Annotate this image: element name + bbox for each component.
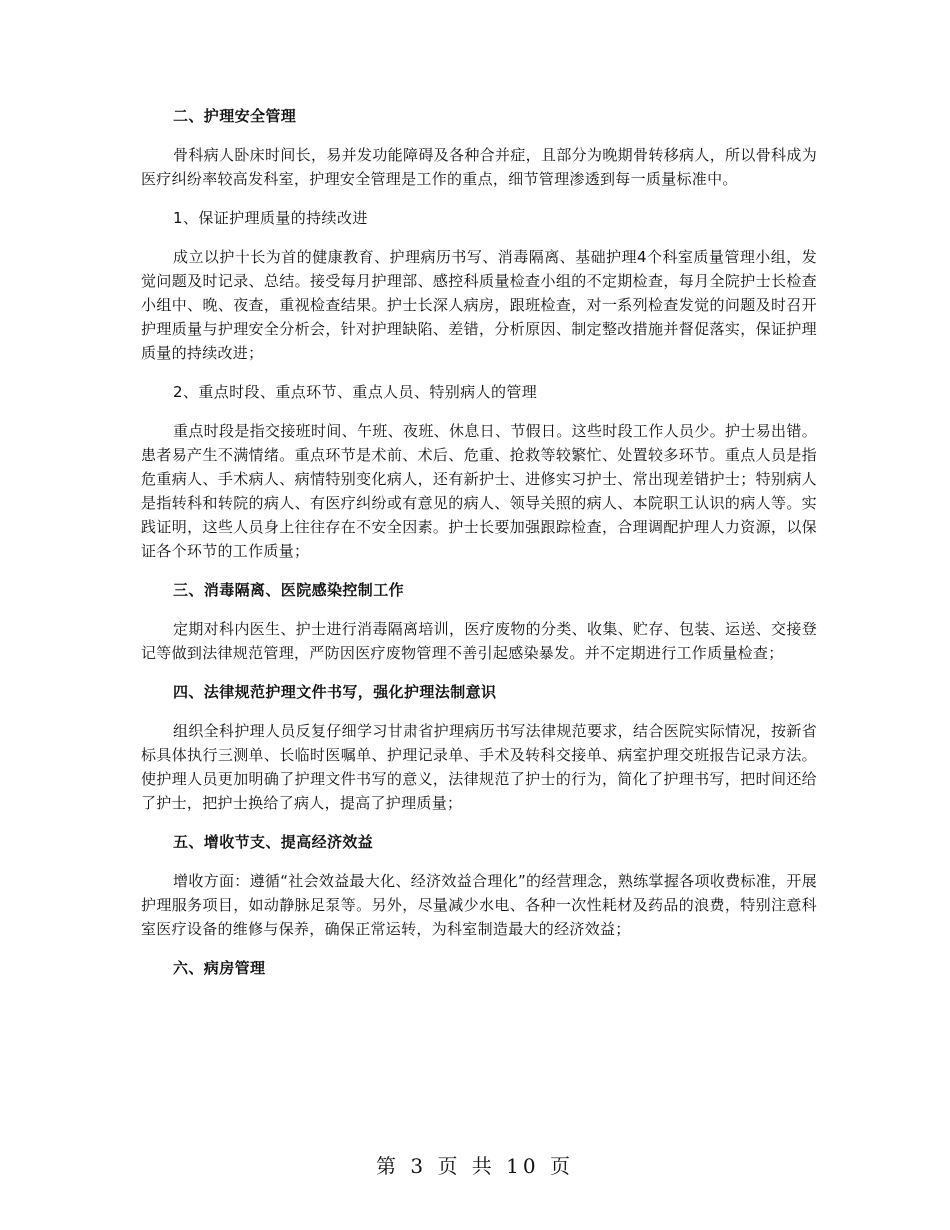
subsection-paragraph-2-2: 重点时段是指交接班时间、午班、夜班、休息日、节假日。这些时段工作人员少。护士易出错。患者易产生不满情绪。重点环节是术前、术后、危重、抢救等较繁忙、处置较多环节。重点人员是指危重病人、手术病人、病情特别变化病人，还有新护士、进修实习护士、常出现差错护士；特别病人是指转科和转院的病人、有医疗纠纷或有意见的病人、领导关照的病人、本院职工认识的病人等。实践证明，这些人员身上往往存在不安全因素。护士长要加强跟踪检查，合理调配护理人力资源，以保证各个环节的工作质量；: [141, 422, 817, 560]
section-heading-6: 六、病房管理: [173, 959, 266, 977]
subsection-heading-2-2: 2、重点时段、重点环节、重点人员、特别病人的管理: [173, 383, 538, 401]
page-number-footer: 第 3 页 共 10 页: [376, 1154, 574, 1178]
section-paragraph-3: 定期对科内医生、护士进行消毒隔离培训，医疗废物的分类、收集、贮存、包装、运送、交接登记等做到法律规范管理，严防因医疗废物管理不善引起感染暴发。并不定期进行工作质量检查；: [141, 620, 817, 662]
section-heading-3: 三、消毒隔离、医院感染控制工作: [173, 581, 405, 599]
subsection-heading-2-1: 1、保证护理质量的持续改进: [173, 209, 368, 227]
section-heading-4: 四、法律规范护理文件书写，强化护理法制意识: [173, 683, 497, 701]
subsection-paragraph-2-1: 成立以护十长为首的健康教育、护理病历书写、消毒隔离、基础护理4个科室质量管理小组，发觉问题及时记录、总结。接受每月护理部、感控科质量检查小组的不定期检查，每月全院护士长检查小组中、晚、夜查，重视检查结果。护士长深人病房，跟班检查，对一系列检查发觉的问题及时召开护理质量与护理安全分析会，针对护理缺陷、差错，分析原因、制定整改措施并督促落实，保证护理质量的持续改进；: [141, 248, 817, 362]
section-paragraph-2: 骨科病人卧床时间长，易并发功能障碍及各种合并症，且部分为晚期骨转移病人，所以骨科成为医疗纠纷率较高发科室，护理安全管理是工作的重点，细节管理渗透到每一质量标准中。: [141, 146, 817, 188]
section-heading-2: 二、护理安全管理: [173, 107, 297, 125]
document-body: [141, 104, 817, 995]
section-heading-5: 五、增收节支、提高经济效益: [173, 833, 374, 851]
section-paragraph-5: 增收方面：遵循“社会效益最大化、经济效益合理化”的经营理念，熟练掌握各项收费标准，开展护理服务项目，如动静脉足泵等。另外，尽量减少水电、各种一次性耗材及药品的浪费，特别注意科室医疗设备的维修与保养，确保正常运转，为科室制造最大的经济效益；: [141, 872, 817, 938]
section-paragraph-4: 组织全科护理人员反复仔细学习甘肃省护理病历书写法律规范要求，结合医院实际情况，按新省标具体执行三测单、长临时医嘱单、护理记录单、手术及转科交接单、病室护理交班报告记录方法。使护理人员更加明确了护理文件书写的意义，法律规范了护士的行为，简化了护理书写，把时间还给了护士，把护士换给了病人，提高了护理质量；: [141, 722, 817, 812]
